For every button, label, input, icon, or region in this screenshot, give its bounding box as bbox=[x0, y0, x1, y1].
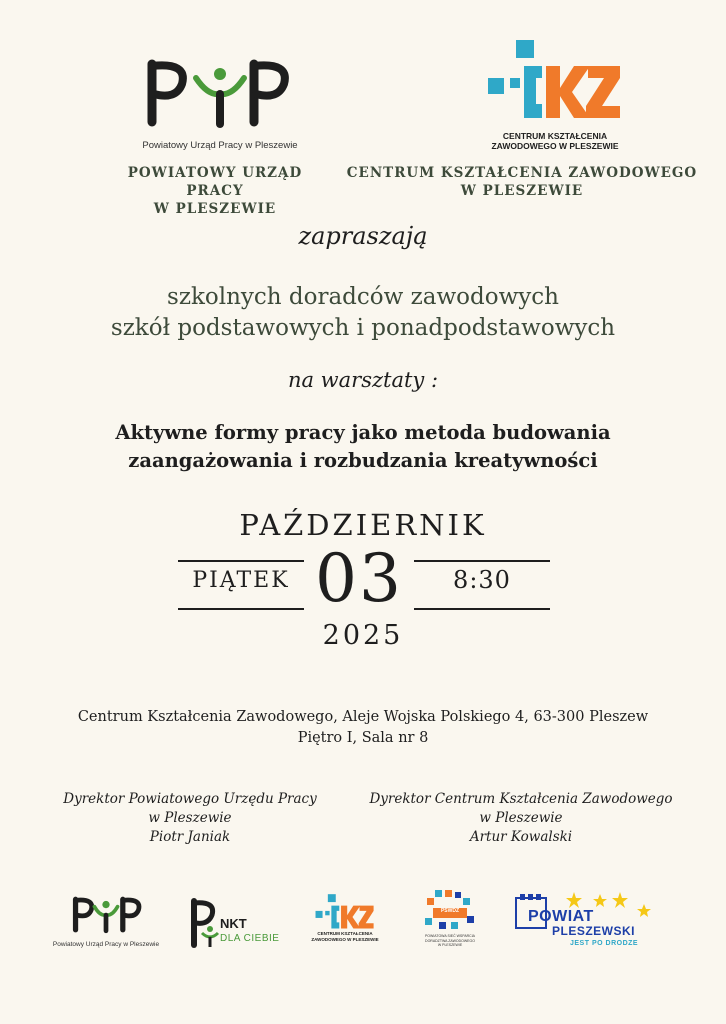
date-weekday: PIĄTEK bbox=[192, 568, 290, 593]
footer-pswdz-caption: POWIATOWA SIEĆ WSPARCIA DORADZTWA ZAWODOWEGO W PLESZEWIE bbox=[424, 934, 476, 947]
ckz-logo-caption: CENTRUM KSZTAŁCENIA ZAWODOWEGO W PLESZEWIE bbox=[491, 131, 619, 151]
date-month: PAŹDZIERNIK bbox=[239, 508, 487, 542]
footer-punkt-logo bbox=[188, 897, 283, 952]
footer-ckz-logo bbox=[310, 893, 380, 948]
org-name-ckz: CENTRUM KSZTAŁCENIA ZAWODOWEGO W PLESZEWIE bbox=[346, 165, 698, 199]
invite-text: zapraszają bbox=[298, 222, 428, 250]
footer-powiat-line1: POWIAT bbox=[528, 908, 594, 925]
footer-pup-logo bbox=[46, 893, 166, 953]
workshop-title: Aktywne formy pracy jako metoda budowania zaangażowania i rozbudzania kreatywności bbox=[115, 421, 611, 472]
footer-punkt-caption: DLA CIEBIE bbox=[220, 933, 280, 944]
footer-punkt-graphic bbox=[188, 897, 224, 949]
ckz-logo bbox=[480, 38, 630, 158]
footer-powiat-line3: JEST PO DRODZE bbox=[570, 940, 639, 947]
footer-punkt-letters: NKT bbox=[220, 916, 247, 931]
footer-pup-caption: Powiatowy Urząd Pracy w Pleszewie bbox=[52, 941, 160, 948]
org-name-pup: POWIATOWY URZĄD PRACY W PLESZEWIE bbox=[127, 165, 303, 217]
signature-ckz: Dyrektor Centrum Kształcenia Zawodowego w Pleszewie Artur Kowalski bbox=[369, 791, 673, 845]
date-line-left-bottom bbox=[178, 608, 304, 610]
date-day: 03 bbox=[315, 540, 403, 617]
workshop-intro: na warsztaty : bbox=[287, 368, 439, 392]
footer-powiat-line2: PLESZEWSKI bbox=[552, 924, 636, 938]
footer-powiat-logo bbox=[514, 890, 660, 954]
footer-ckz-caption: CENTRUM KSZTAŁCENIA ZAWODOWEGO W PLESZEWIE bbox=[311, 931, 379, 942]
ckz-logo-graphic bbox=[480, 38, 630, 123]
location: Centrum Kształcenia Zawodowego, Aleje Wojska Polskiego 4, 63-300 Pleszew Piętro I, Sala nr 8 bbox=[77, 709, 649, 746]
date-line-left-top bbox=[178, 560, 304, 562]
date-line-right-bottom bbox=[414, 608, 550, 610]
date-line-right-top bbox=[414, 560, 550, 562]
footer-ckz-graphic bbox=[312, 893, 378, 931]
footer-pswdz-logo bbox=[418, 888, 482, 958]
audience: szkolnych doradców zawodowych szkół podstawowych i ponadpodstawowych bbox=[110, 284, 616, 341]
pup-logo bbox=[140, 52, 300, 152]
footer-pswdz-top-caption: PSWDZ bbox=[440, 908, 460, 914]
pup-logo-caption: Powiatowy Urząd Pracy w Pleszewie bbox=[142, 140, 298, 151]
date-time: 8:30 bbox=[453, 566, 511, 594]
footer-pup-logo-graphic bbox=[46, 893, 166, 935]
signature-pup: Dyrektor Powiatowego Urzędu Pracy w Pleszewie Piotr Janiak bbox=[63, 791, 317, 845]
date-year: 2025 bbox=[322, 620, 404, 651]
pup-logo-graphic bbox=[140, 52, 300, 132]
